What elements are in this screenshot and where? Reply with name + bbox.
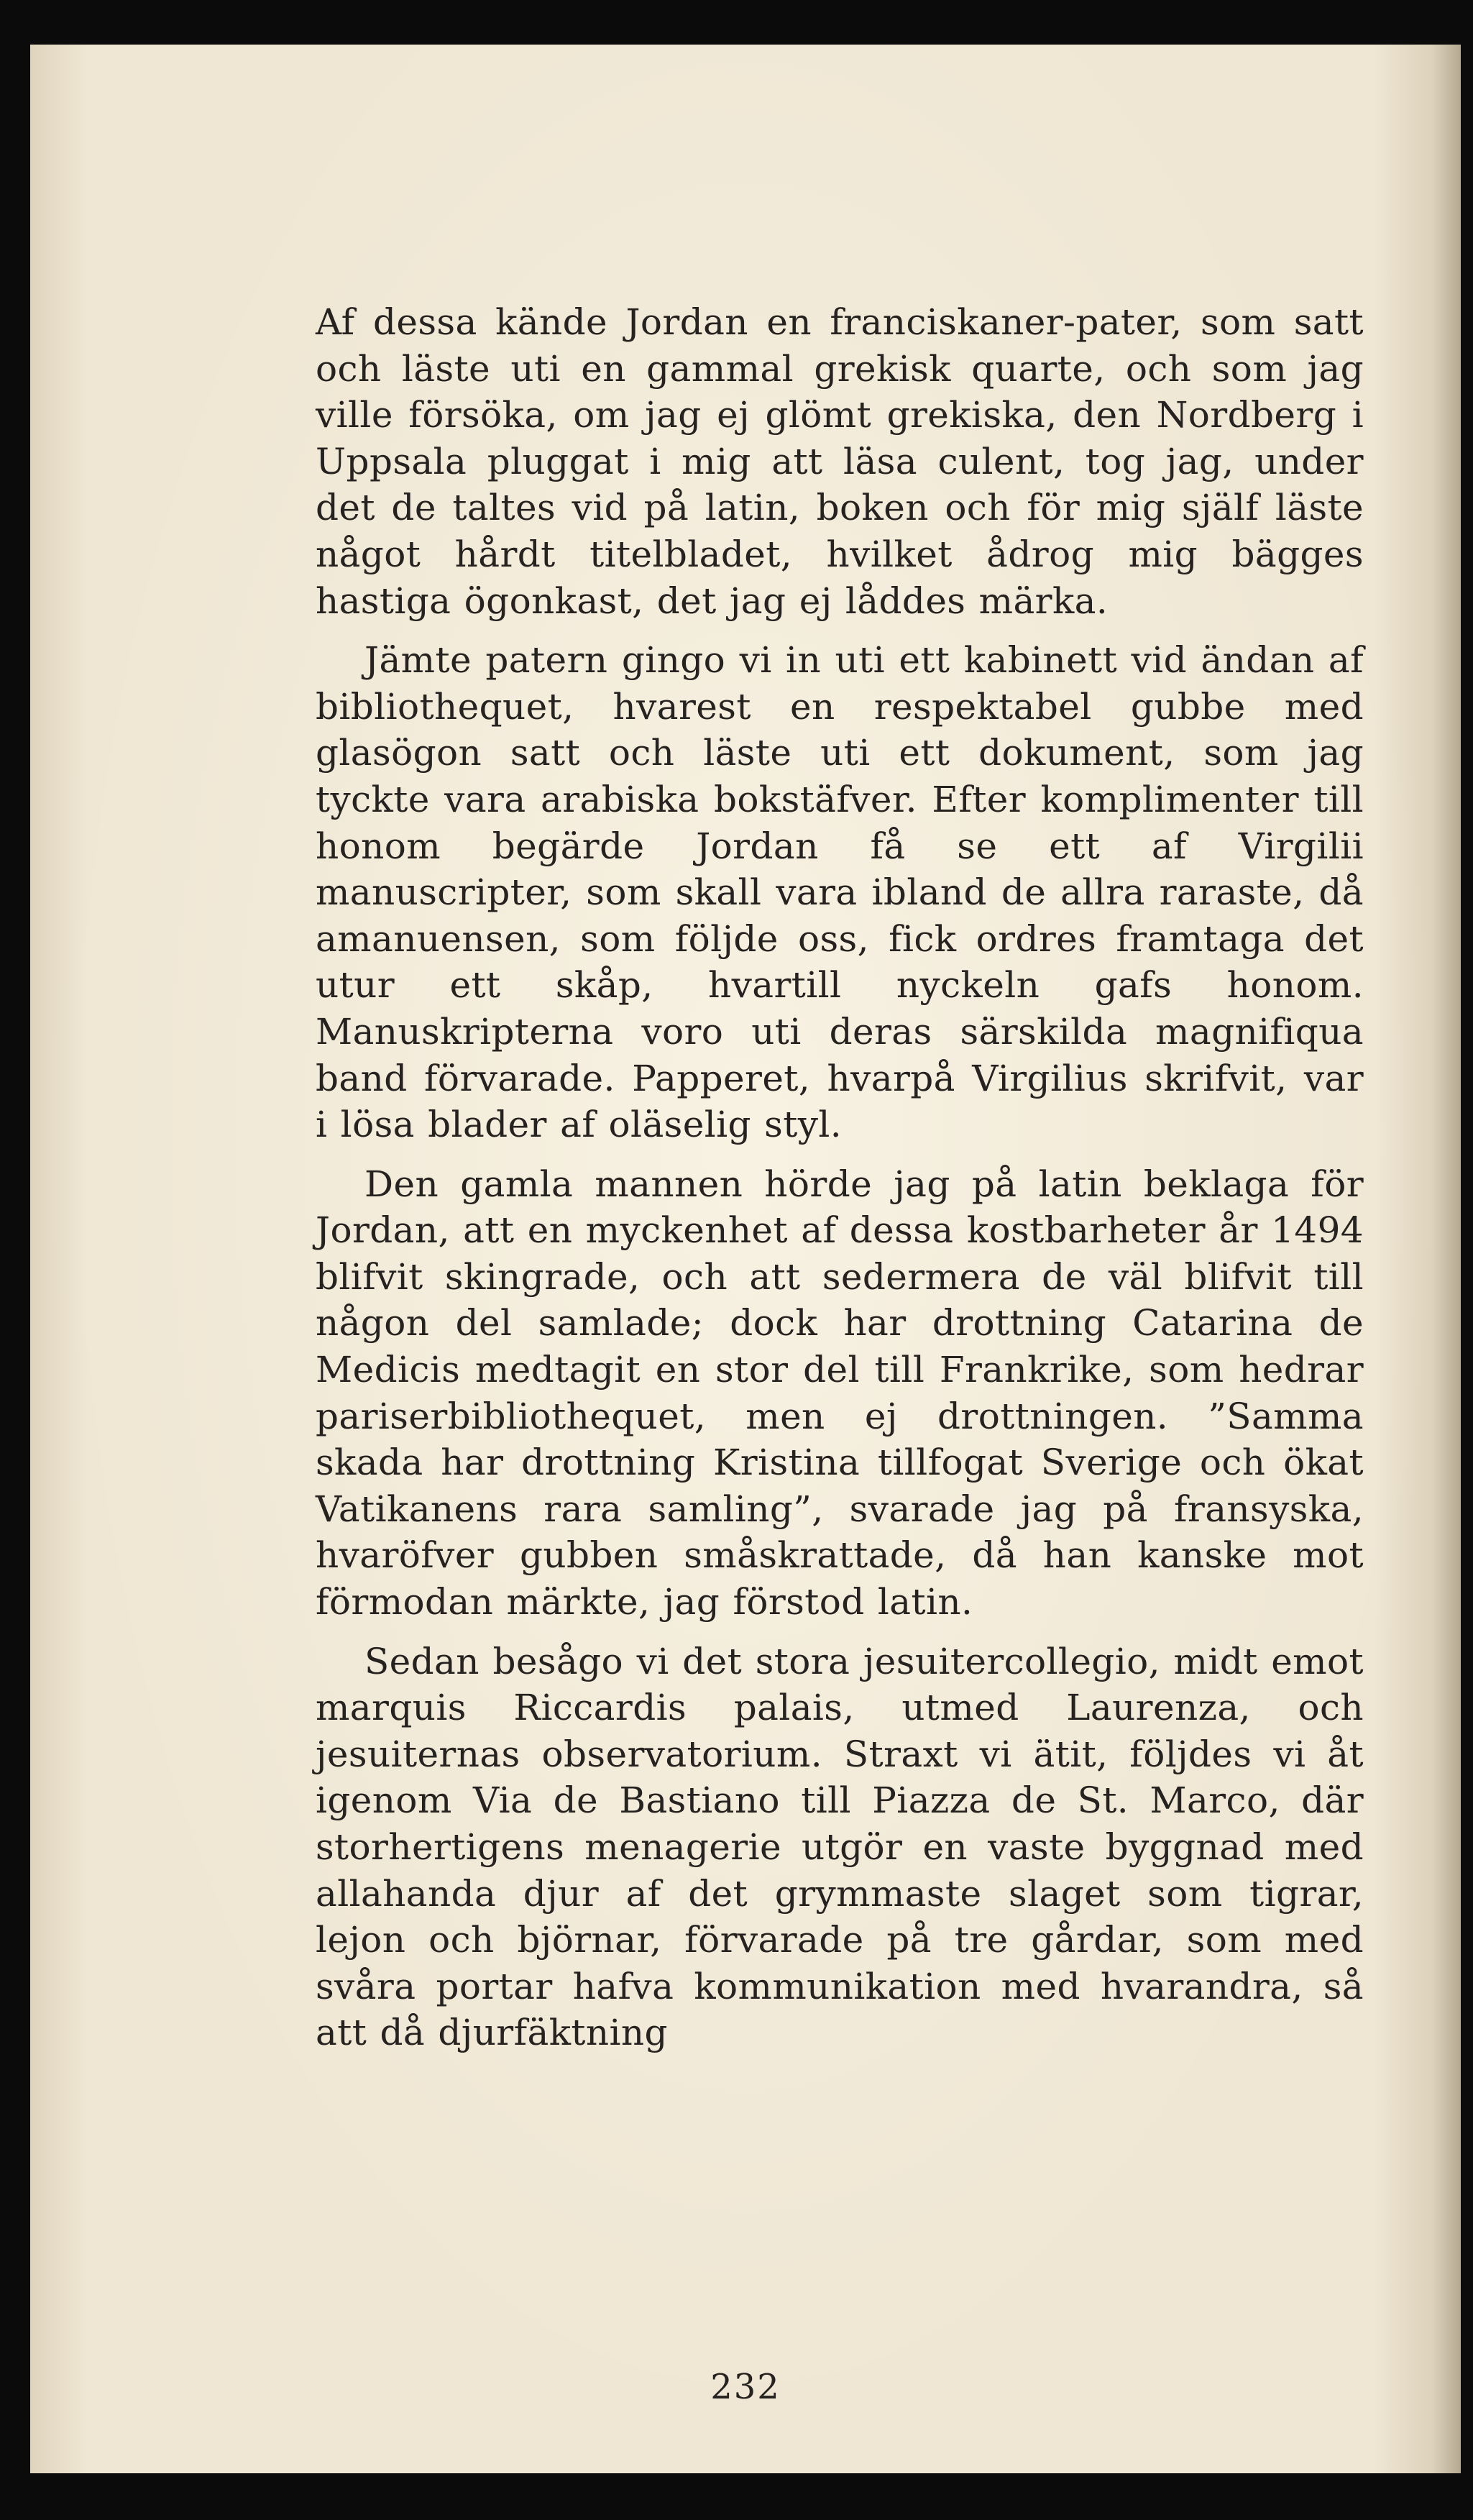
- page-edge-shadow: [1432, 45, 1461, 2473]
- paragraph-3: Den gamla mannen hörde jag på latin beklaga för Jordan, att en myckenhet af dessa kostbarheter år 1494 blifvit skingrade, och att sedermera de väl blifvit till någon del samlade; dock har drottning Catarina de Medicis medtagit en stor del till Frankrike, som hedrar pariserbibliothequet, men ej drottningen. ”Samma skada har drottning Kristina tillfogat Sverige och ökat Vatikanens rara samling”, svarade jag på fransyska, hvaröfver gubben småskrattade, då han kanske mot förmodan märkte, jag förstod latin.: [316, 1163, 1364, 1623]
- paragraph-4: Sedan besågo vi det stora jesuitercollegio, midt emot marquis Riccardis palais, utmed Laurenza, och jesuiternas observatorium. Straxt vi ätit, följdes vi åt igenom Via de Bastiano till Piazza de St. Marco, där storhertigens menagerie utgör en vaste byggnad med allahanda djur af det grymmaste slaget som tigrar, lejon och björnar, förvarade på tre gårdar, som med svåra portar hafva kommunikation med hvarandra, så att då djurfäktning: [316, 1640, 1364, 2054]
- scan-border-bottom: [0, 2473, 1473, 2520]
- paragraph-2: Jämte patern gingo vi in uti ett kabinett vid ändan af bibliothequet, hvarest en respektabel gubbe med glasögon satt och läste uti ett dokument, som jag tyckte vara arabiska bokstäfver. Efter komplimenter till honom begärde Jordan få se ett af Virgilii manuscripter, som skall vara ibland de allra raraste, då amanuensen, som följde oss, fick ordres framtaga det utur ett skåp, hvartill nyckeln gafs honom. Manuskripterna voro uti deras särskilda magnifiqua band förvarade. Papperet, hvarpå Virgilius skrifvit, var i lösa blader af oläselig styl.: [316, 639, 1364, 1146]
- body-text: [316, 299, 1364, 2056]
- paragraph-1: Af dessa kände Jordan en franciskaner-pater, som satt och läste uti en gammal grekisk quarte, och som jag ville försöka, om jag ej glömt grekiska, den Nordberg i Uppsala pluggat i mig att läsa culent, tog jag, under det de taltes vid på latin, boken och för mig själf läste något hårdt titelbladet, hvilket ådrog mig bägges hastiga ögonkast, det jag ej låddes märka.: [316, 301, 1364, 622]
- scan-border-top: [0, 0, 1473, 45]
- book-page: [30, 45, 1461, 2473]
- scan-border-left: [0, 0, 30, 2520]
- scan-border-right: [1461, 0, 1473, 2520]
- page-number: 232: [710, 2367, 781, 2407]
